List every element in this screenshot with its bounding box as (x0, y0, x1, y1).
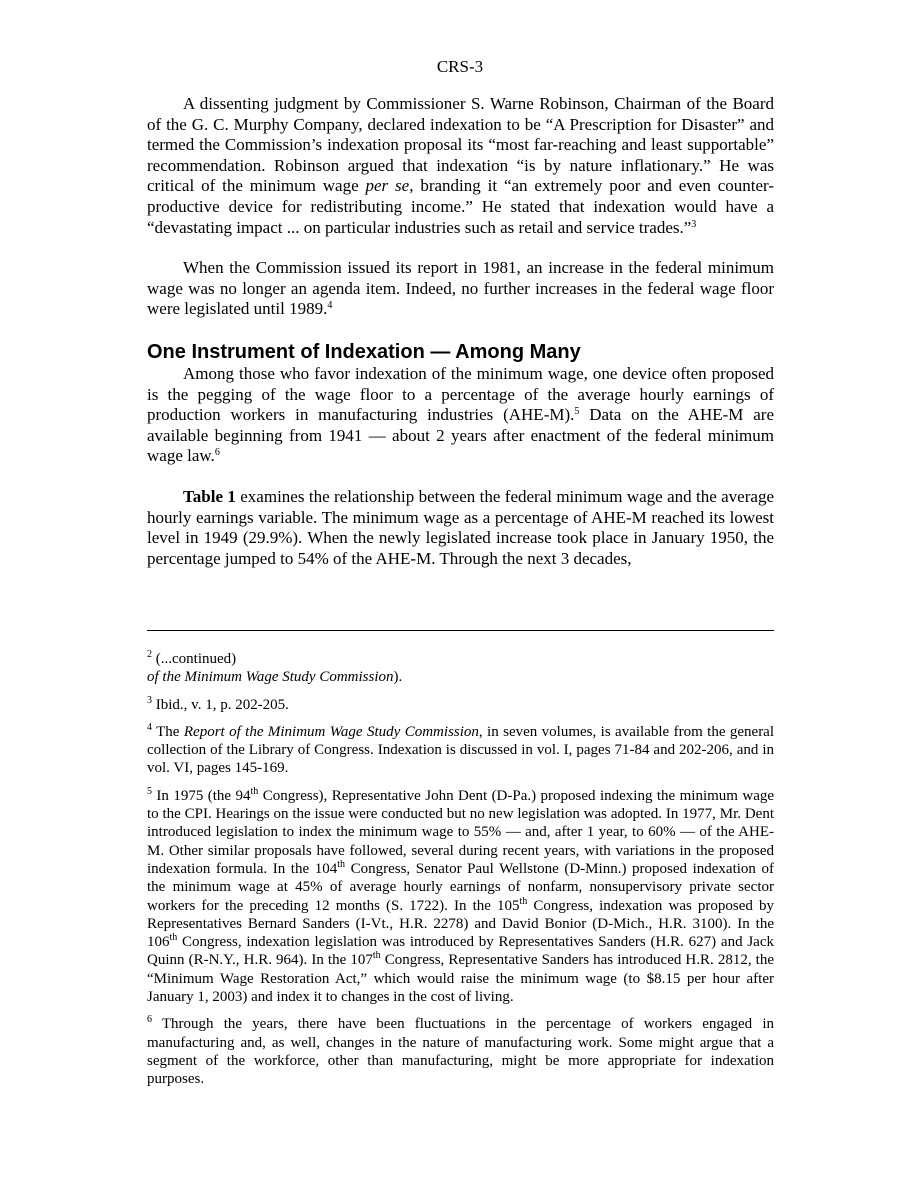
section-heading: One Instrument of Indexation — Among Many (147, 340, 581, 363)
text-run: Congress, indexation legislation was introduced by Representatives Sanders (H.R. 627) and Jack Quinn (R-N.Y., H.R. 964). In the 107 (147, 934, 774, 969)
text-run: A dissenting judgment by Commissioner S. Warne Robinson, Chairman of the Board of the G. C. Murphy Company, declared indexation to be “A Prescription for Disaster” and termed the Commission’s indexation proposal its “most far-reaching and least supportable” recommendation. Robinson argued that indexation “is by nature inflationary.” He was critical of the minimum wage (147, 94, 774, 196)
ordinal-suffix: th (250, 785, 259, 797)
footnote-number: 5 (147, 785, 152, 797)
text-run: Among those who favor indexation of the minimum wage, one device often proposed is the pegging of the wage floor to a percentage of the average hourly earnings of production workers in manufacturing industries (AHE-M). (147, 363, 774, 425)
text-run: Congress), Representative John Dent (D-Pa.) proposed indexing the minimum wage to the CPI. Hearings on the issue were conducted but no new legislation was adopted. In 1977, Mr. Dent introduced legislation to index the minimum wage to 55% — and, after 1 year, to 60% — of the AHE-M. Other similar proposals have followed, several during recent years, with variations in the proposed indexation formula. In the 104 (147, 787, 775, 877)
ordinal-suffix: th (372, 950, 381, 962)
footnote-ref-3[interactable]: 3 (691, 218, 697, 230)
paragraph-ahe-m (147, 364, 774, 467)
text-run: , branding it “an extremely poor and even counter-productive device for redistributing income.” He stated that indexation would have a “devastating impact ... on particular industries such as retail and service trades.” (147, 176, 774, 237)
footnote-3 (147, 696, 774, 714)
text-run: Ibid., v. 1, p. 202-205. (155, 696, 289, 713)
ordinal-suffix: th (519, 895, 528, 907)
text-run: Congress, Representative Sanders has introduced H.R. 2812, the “Minimum Wage Restoration Act,” which would raise the minimum wage (to $8.15 per hour after January 1, 2003) and index it to changes in the cost of living. (147, 952, 774, 1006)
paragraph-commission-report (147, 258, 774, 320)
text-run: Congress, indexation was proposed by Representatives Bernard Sanders (I-Vt., H.R. 2278) and David Bonior (D-Mich., H.R. 3100). In the 106 (147, 897, 774, 951)
footnote-ref-6[interactable]: 6 (214, 447, 220, 459)
text-run: In 1975 (the 94 (156, 787, 251, 804)
footnote-6 (147, 1015, 774, 1088)
footnote-number: 3 (147, 694, 152, 706)
paragraph-robinson-dissent (147, 94, 774, 238)
footnote-ref-5[interactable]: 5 (574, 406, 580, 418)
table-reference[interactable]: Table 1 (183, 486, 236, 506)
text-run: (...continued) (155, 651, 237, 667)
footnote-4 (147, 723, 774, 778)
footnote-2-line1 (147, 650, 774, 668)
footnote-number: 2 (147, 649, 152, 660)
text-run: ). (393, 669, 403, 686)
text-run: examines the relationship between the federal minimum wage and the average hourly earnings variable. The minimum wage as a percentage of AHE-M reached its lowest level in 1949 (29.9%). When the newly legislated increase took place in January 1950, the percentage jumped to 54% of the AHE-M. Through the next 3 decades, (147, 486, 774, 568)
text-run: Congress, Senator Paul Wellstone (D-Minn.) proposed indexation of the minimum wage at 45% of average hourly earnings of nonfarm, nonsupervisory private sector workers for the preceding 12 months (S. 1722). In the 105 (147, 860, 775, 914)
footnotes (147, 650, 774, 1098)
text-run: Data on the AHE-M are available beginning from 1941 — about 2 years after enactment of the federal minimum wage law. (147, 405, 774, 466)
footnote-2-line2 (147, 668, 774, 686)
ordinal-suffix: th (169, 932, 178, 944)
footnote-number: 4 (147, 721, 152, 733)
footnote-separator (147, 630, 774, 631)
ordinal-suffix: th (337, 858, 346, 870)
italic-title: Report of the Minimum Wage Study Commission (183, 723, 479, 740)
page-header: CRS-3 (436, 57, 484, 76)
footnote-ref-4[interactable]: 4 (327, 300, 333, 312)
text-run: , in seven volumes, is available from the general collection of the Library of Congress. Indexation is discussed in vol. I, pages 71-84 and 202-206, and in vol. VI, pages 145-169. (147, 723, 775, 777)
text-run: When the Commission issued its report in 1981, an increase in the federal minimum wage was no longer an agenda item. Indeed, no further increases in the federal wage floor were legislated until 1989. (147, 258, 774, 319)
footnote-number: 6 (147, 1014, 152, 1026)
footnote-5 (147, 787, 774, 1007)
text-run: Through the years, there have been fluctuations in the percentage of workers engaged in manufacturing and, as well, changes in the nature of manufacturing work. Some might argue that a segment of the workforce, other than manufacturing, might be more appropriate for indexation purposes. (147, 1016, 774, 1088)
italic-term: per se (365, 176, 410, 196)
italic-title: of the Minimum Wage Study Commission (147, 669, 394, 686)
text-run: The (156, 723, 184, 740)
paragraph-table-1 (147, 487, 774, 569)
body-text (147, 94, 774, 569)
footnote-2 (147, 650, 774, 687)
